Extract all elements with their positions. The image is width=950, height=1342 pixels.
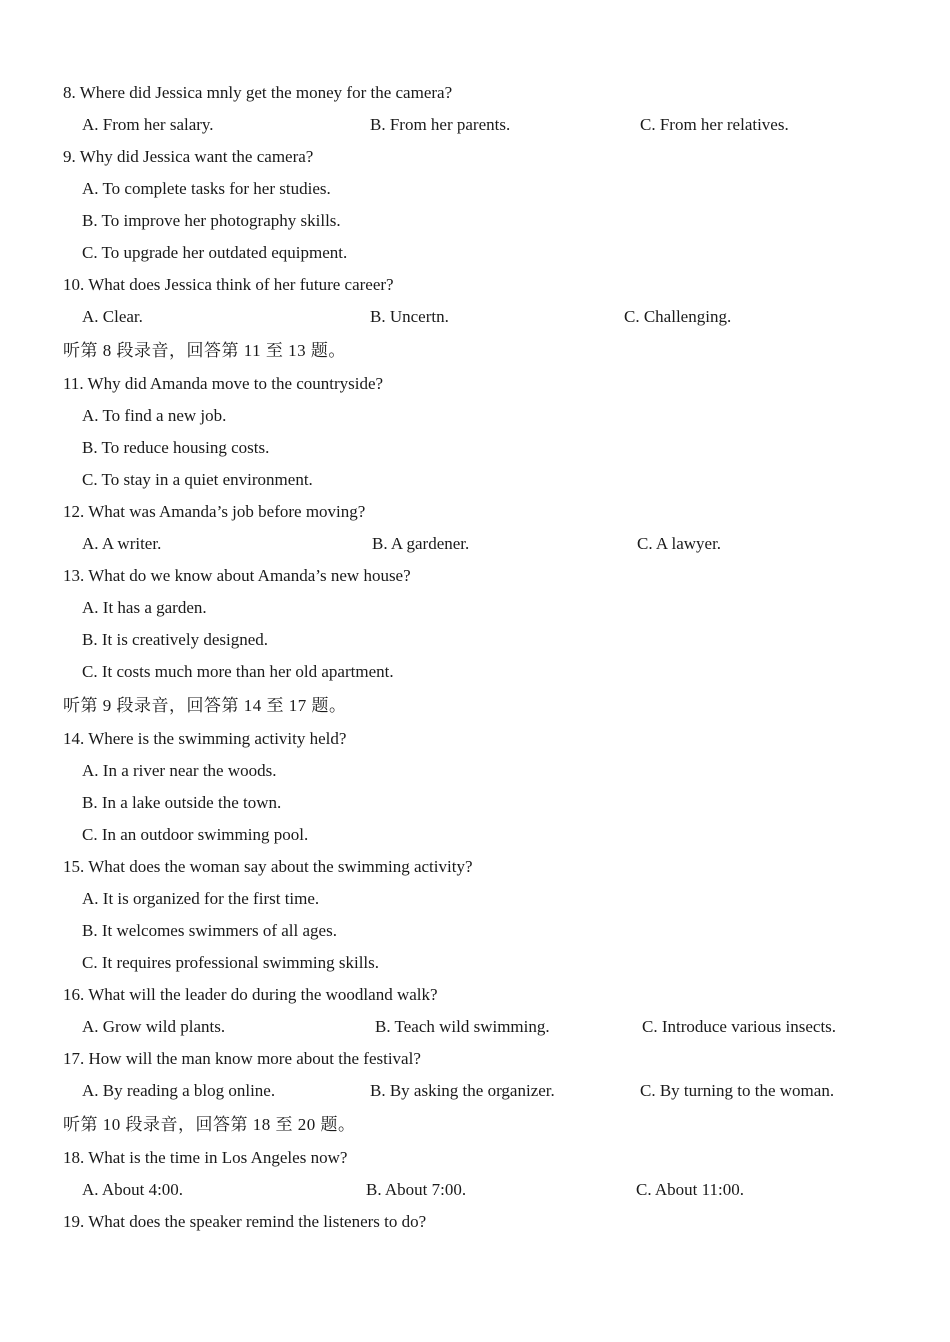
- answer-option: A. A writer.: [82, 534, 162, 553]
- line-text: A. To complete tasks for her studies.: [82, 179, 331, 198]
- section-instruction: [0, 339, 950, 363]
- question-line: [0, 81, 950, 105]
- answer-option: C. Introduce various insects.: [642, 1017, 837, 1036]
- answer-option: B. By asking the organizer.: [370, 1081, 555, 1100]
- answer-option: C. Challenging.: [624, 307, 732, 326]
- question-line: [0, 273, 950, 297]
- question-line: [0, 951, 950, 975]
- question-line: [0, 887, 950, 911]
- option-row: [0, 113, 950, 137]
- line-text: B. In a lake outside the town.: [82, 793, 282, 812]
- option-row: [0, 1015, 950, 1039]
- question-line: [0, 596, 950, 620]
- line-text: A. It is organized for the first time.: [82, 889, 320, 908]
- answer-option: B. Teach wild swimming.: [375, 1017, 550, 1036]
- answer-option: A. By reading a blog online.: [82, 1081, 276, 1100]
- answer-option: C. By turning to the woman.: [640, 1081, 835, 1100]
- line-text: C. To stay in a quiet environment.: [82, 470, 313, 489]
- question-line: [0, 500, 950, 524]
- line-text: 9. Why did Jessica want the camera?: [63, 147, 314, 166]
- question-line: [0, 209, 950, 233]
- line-text: B. To reduce housing costs.: [82, 438, 270, 457]
- line-text: 12. What was Amanda’s job before moving?: [63, 502, 366, 521]
- line-text: 10. What does Jessica think of her future career?: [63, 275, 394, 294]
- question-line: [0, 372, 950, 396]
- question-line: [0, 145, 950, 169]
- line-text: 13. What do we know about Amanda’s new house?: [63, 566, 411, 585]
- question-line: [0, 436, 950, 460]
- question-line: [0, 983, 950, 1007]
- answer-option: B. A gardener.: [372, 534, 470, 553]
- line-text: 18. What is the time in Los Angeles now?: [63, 1148, 348, 1167]
- answer-option: C. About 11:00.: [636, 1180, 744, 1199]
- line-text: A. It has a garden.: [82, 598, 207, 617]
- line-text: B. To improve her photography skills.: [82, 211, 341, 230]
- question-line: [0, 177, 950, 201]
- question-line: [0, 823, 950, 847]
- question-line: [0, 1047, 950, 1071]
- line-text: 14. Where is the swimming activity held?: [63, 729, 347, 748]
- line-text: B. It welcomes swimmers of all ages.: [82, 921, 337, 940]
- question-line: [0, 241, 950, 265]
- question-line: [0, 468, 950, 492]
- answer-option: A. Clear.: [82, 307, 143, 326]
- question-line: [0, 759, 950, 783]
- section-instruction: [0, 694, 950, 718]
- line-text: C. In an outdoor swimming pool.: [82, 825, 309, 844]
- answer-option: B. From her parents.: [370, 115, 511, 134]
- question-line: [0, 919, 950, 943]
- line-text: 听第 9 段录音，回答第 14 至 17 题。: [63, 696, 347, 715]
- answer-option: B. Uncertn.: [370, 307, 449, 326]
- answer-option: A. From her salary.: [82, 115, 214, 134]
- option-row: [0, 1079, 950, 1103]
- line-text: 8. Where did Jessica mnly get the money for the camera?: [63, 83, 453, 102]
- line-text: A. In a river near the woods.: [82, 761, 277, 780]
- option-row: [0, 532, 950, 556]
- line-text: 19. What does the speaker remind the listeners to do?: [63, 1212, 427, 1231]
- answer-option: C. From her relatives.: [640, 115, 789, 134]
- line-text: 16. What will the leader do during the woodland walk?: [63, 985, 438, 1004]
- question-line: [0, 855, 950, 879]
- question-line: [0, 1210, 950, 1234]
- line-text: 11. Why did Amanda move to the countryside?: [63, 374, 384, 393]
- line-text: 听第 10 段录音，回答第 18 至 20 题。: [63, 1115, 356, 1134]
- line-text: 15. What does the woman say about the swimming activity?: [63, 857, 473, 876]
- question-line: [0, 791, 950, 815]
- question-line: [0, 564, 950, 588]
- answer-option: A. Grow wild plants.: [82, 1017, 226, 1036]
- line-text: B. It is creatively designed.: [82, 630, 269, 649]
- question-line: [0, 1146, 950, 1170]
- section-instruction: [0, 1113, 950, 1137]
- question-line: [0, 727, 950, 751]
- question-line: [0, 628, 950, 652]
- line-text: 17. How will the man know more about the festival?: [63, 1049, 421, 1068]
- line-text: A. To find a new job.: [82, 406, 227, 425]
- line-text: 听第 8 段录音，回答第 11 至 13 题。: [63, 341, 346, 360]
- option-row: [0, 305, 950, 329]
- question-line: [0, 404, 950, 428]
- option-row: [0, 1178, 950, 1202]
- line-text: C. It costs much more than her old apartment.: [82, 662, 394, 681]
- question-line: [0, 660, 950, 684]
- answer-option: A. About 4:00.: [82, 1180, 184, 1199]
- line-text: C. To upgrade her outdated equipment.: [82, 243, 348, 262]
- line-text: C. It requires professional swimming skills.: [82, 953, 380, 972]
- answer-option: C. A lawyer.: [637, 534, 722, 553]
- answer-option: B. About 7:00.: [366, 1180, 467, 1199]
